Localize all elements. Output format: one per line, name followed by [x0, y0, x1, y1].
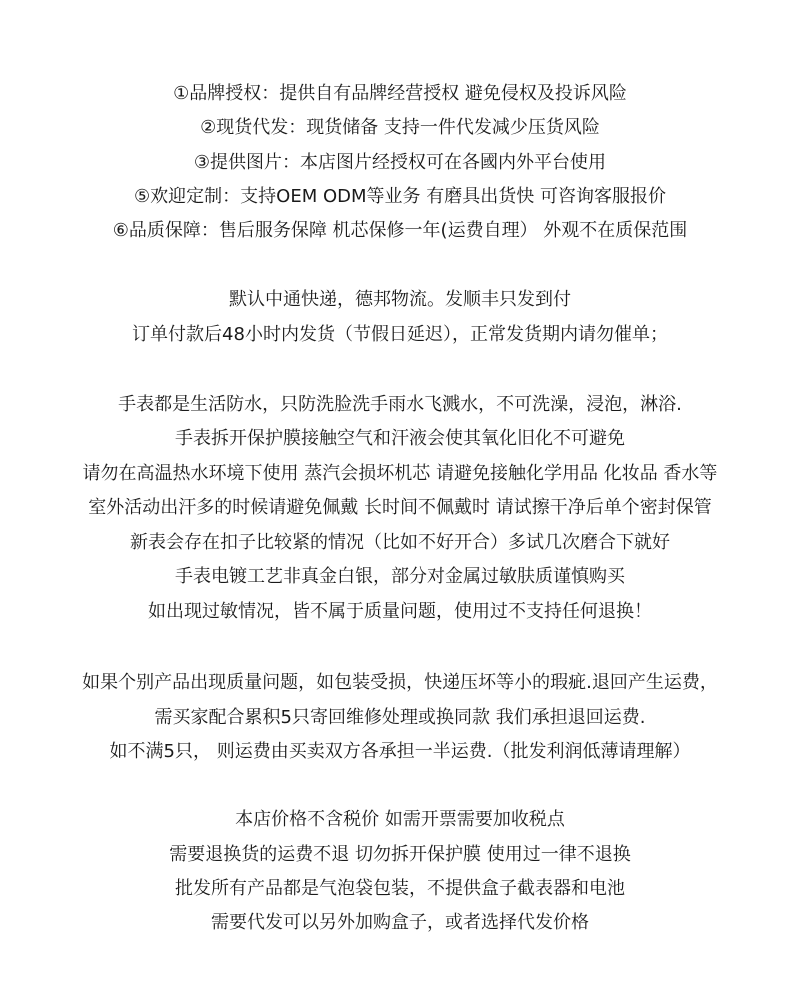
dropshipping-line: ②现货代发：现货储备 支持一件代发减少压货风险	[200, 117, 600, 138]
images-line: ③提供图片：本店图片经授权可在各國内外平台使用	[193, 152, 607, 173]
tax-line: 本店价格不含税价 如需开票需要加收税点	[235, 809, 565, 830]
dropship-box-line: 需要代发可以另外加购盒子，或者选择代发价格	[211, 912, 589, 933]
shared-shipping-line: 如不满5只， 则运费由买卖双方各承担一半运费.（批发利润低薄请理解）	[109, 741, 691, 762]
quality-guarantee-line: ⑥品质保障：售后服务保障 机芯保修一年(运费自理） 外观不在质保范围	[112, 220, 688, 241]
packaging-line: 批发所有产品都是气泡袋包装，不提供盒子截表器和电池	[175, 878, 625, 899]
oxidation-line: 手表拆开保护膜接触空气和汗液会使其氧化旧化不可避免	[175, 428, 625, 449]
allergy-line: 如出现过敏情况，皆不属于质量问题，使用过不支持任何退换！	[148, 601, 652, 622]
return-policy-line: 需要退换货的运费不退 切勿拆开保护膜 使用过一律不退换	[169, 844, 631, 865]
clasp-line: 新表会存在扣子比较紧的情况（比如不好开合）多试几次磨合下就好	[130, 532, 670, 553]
water-resistance-line: 手表都是生活防水，只防洗脸洗手雨水飞溅水，不可洗澡，浸泡，淋浴.	[118, 394, 682, 415]
customization-line: ⑤欢迎定制：支持OEM ODM等业务 有磨具出货快 可咨询客服报价	[134, 186, 666, 207]
storage-line: 室外活动出汗多的时候请避免佩戴 长时间不佩戴时 请试擦干净后单个密封保管	[88, 497, 712, 518]
shipping-carrier-line: 默认中通快递，德邦物流。发顺丰只发到付	[229, 289, 571, 310]
plating-line: 手表电镀工艺非真金白银，部分对金属过敏肤质谨慎购买	[175, 566, 625, 587]
defect-return-line: 如果个别产品出现质量问题，如包装受损，快递压坏等小的瑕疵.退回产生运费，	[82, 672, 718, 693]
brand-authorization-line: ①品牌授权：提供自有品牌经营授权 避免侵权及投诉风险	[173, 83, 627, 104]
heat-warning-line: 请勿在高温热水环境下使用 蒸汽会损坏机芯 请避免接触化学用品 化妆品 香水等	[82, 463, 718, 484]
accumulate-five-line: 需买家配合累积5只寄回维修处理或换同款 我们承担退回运费.	[154, 707, 646, 728]
shipping-time-line: 订单付款后48小时内发货（节假日延迟），正常发货期内请勿催单；	[132, 324, 668, 345]
